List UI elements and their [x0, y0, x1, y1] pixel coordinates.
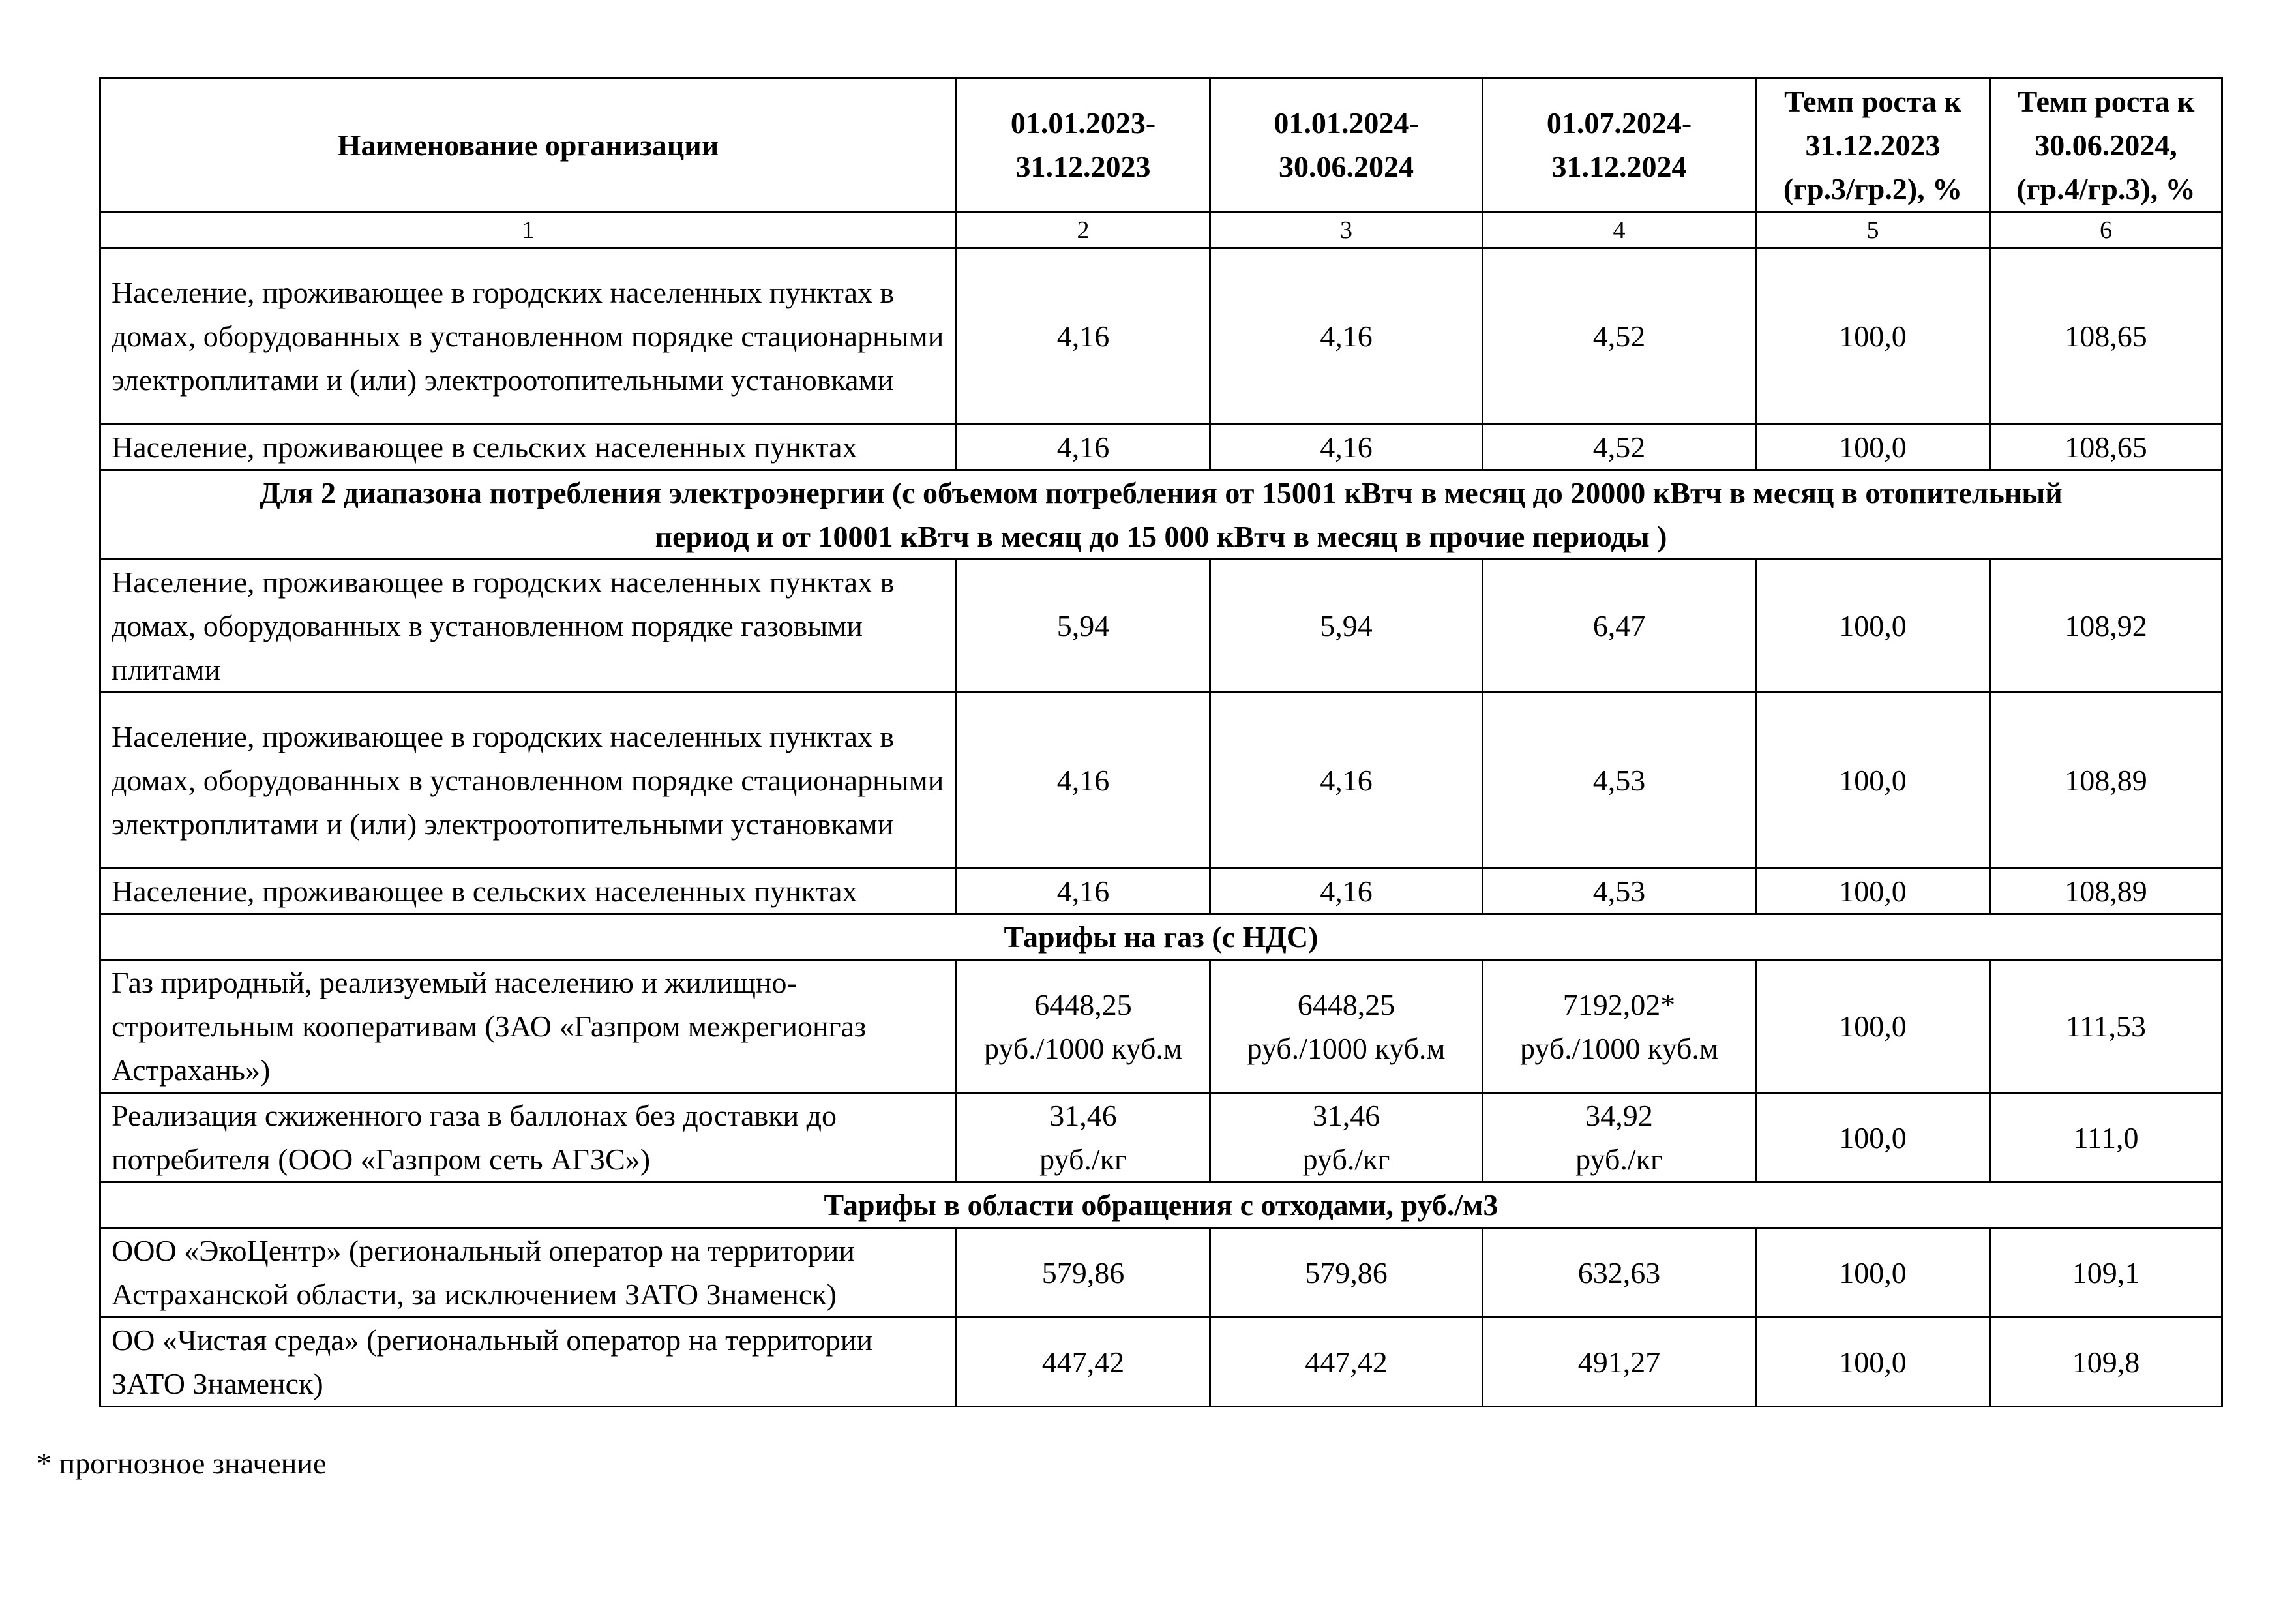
value-period-1: 579,86	[957, 1228, 1210, 1317]
value-growth-2: 108,89	[1990, 869, 2222, 914]
value-period-2: 579,86	[1210, 1228, 1483, 1317]
value-period-2: 447,42	[1210, 1317, 1483, 1407]
value-period-3: 491,27	[1483, 1317, 1756, 1407]
value-growth-2: 108,65	[1990, 425, 2222, 470]
section-title-waste: Тарифы в области обращения с отходами, руб./м3	[100, 1182, 2222, 1228]
column-number: 6	[1990, 212, 2222, 248]
value-period-2: 4,16	[1210, 869, 1483, 914]
header-growth-1: Темп роста к 31.12.2023 (гр.3/гр.2), %	[1756, 78, 1990, 212]
value-period-3: 34,92 руб./кг	[1483, 1093, 1756, 1182]
value-period-1: 447,42	[957, 1317, 1210, 1407]
header-period-3: 01.07.2024- 31.12.2024	[1483, 78, 1756, 212]
row-name: ООО «ЭкоЦентр» (региональный оператор на территории Астраханской области, за исключением ЗАТО Знаменск)	[100, 1228, 957, 1317]
value-growth-1: 100,0	[1756, 1228, 1990, 1317]
column-number: 3	[1210, 212, 1483, 248]
row-name: Население, проживающее в городских населенных пунктах в домах, оборудованных в установленном порядке стационарными электроплитами и (или) электроотопительными установками	[100, 693, 957, 869]
value-period-3: 4,52	[1483, 425, 1756, 470]
table-row	[100, 869, 2222, 914]
value-growth-1: 100,0	[1756, 1317, 1990, 1407]
row-name: ОО «Чистая среда» (региональный оператор на территории ЗАТО Знаменск)	[100, 1317, 957, 1407]
table-row	[100, 1228, 2222, 1317]
value-period-3: 632,63	[1483, 1228, 1756, 1317]
column-number: 2	[957, 212, 1210, 248]
footnote: * прогнозное значение	[37, 1447, 327, 1480]
tariffs-table	[99, 77, 2223, 1407]
value-growth-1: 100,0	[1756, 869, 1990, 914]
value-growth-1: 100,0	[1756, 248, 1990, 425]
value-period-2: 4,16	[1210, 693, 1483, 869]
value-growth-2: 109,1	[1990, 1228, 2222, 1317]
header-growth-2: Темп роста к 30.06.2024, (гр.4/гр.3), %	[1990, 78, 2222, 212]
section-row	[100, 470, 2222, 560]
value-growth-2: 111,53	[1990, 960, 2222, 1093]
value-growth-2: 108,89	[1990, 693, 2222, 869]
section-row	[100, 914, 2222, 960]
table-row	[100, 693, 2222, 869]
value-growth-2: 108,65	[1990, 248, 2222, 425]
row-name: Население, проживающее в сельских населенных пунктах	[100, 869, 957, 914]
value-period-2: 5,94	[1210, 560, 1483, 693]
table-row	[100, 425, 2222, 470]
table-row	[100, 1093, 2222, 1182]
header-period-1: 01.01.2023- 31.12.2023	[957, 78, 1210, 212]
row-name: Население, проживающее в городских населенных пунктах в домах, оборудованных в установленном порядке газовыми плитами	[100, 560, 957, 693]
column-number: 1	[100, 212, 957, 248]
value-period-1: 5,94	[957, 560, 1210, 693]
section-title-range-2: Для 2 диапазона потребления электроэнергии (с объемом потребления от 15001 кВтч в месяц до 20000 кВтч в месяц в отопительный период и от 10001 кВтч в месяц до 15 000 кВтч в месяц в прочие периоды )	[100, 470, 2222, 560]
value-period-1: 4,16	[957, 425, 1210, 470]
value-growth-2: 109,8	[1990, 1317, 2222, 1407]
column-number: 5	[1756, 212, 1990, 248]
value-period-3: 7192,02* руб./1000 куб.м	[1483, 960, 1756, 1093]
row-name: Население, проживающее в сельских населенных пунктах	[100, 425, 957, 470]
value-period-3: 4,53	[1483, 869, 1756, 914]
value-period-3: 6,47	[1483, 560, 1756, 693]
value-growth-1: 100,0	[1756, 960, 1990, 1093]
section-row	[100, 1182, 2222, 1228]
row-name: Реализация сжиженного газа в баллонах без доставки до потребителя (ООО «Газпром сеть АГЗС»)	[100, 1093, 957, 1182]
value-growth-1: 100,0	[1756, 693, 1990, 869]
table-row	[100, 1317, 2222, 1407]
table-row	[100, 560, 2222, 693]
table-row	[100, 960, 2222, 1093]
row-name: Газ природный, реализуемый населению и жилищно-строительным кооперативам (ЗАО «Газпром межрегионгаз Астрахань»)	[100, 960, 957, 1093]
value-period-2: 31,46 руб./кг	[1210, 1093, 1483, 1182]
value-period-2: 6448,25 руб./1000 куб.м	[1210, 960, 1483, 1093]
header-period-2: 01.01.2024- 30.06.2024	[1210, 78, 1483, 212]
value-period-1: 4,16	[957, 693, 1210, 869]
value-growth-1: 100,0	[1756, 560, 1990, 693]
header-name: Наименование организации	[100, 78, 957, 212]
section-title-gas: Тарифы на газ (с НДС)	[100, 914, 2222, 960]
value-period-1: 4,16	[957, 248, 1210, 425]
value-period-2: 4,16	[1210, 425, 1483, 470]
value-period-1: 31,46 руб./кг	[957, 1093, 1210, 1182]
value-growth-2: 111,0	[1990, 1093, 2222, 1182]
value-period-1: 6448,25 руб./1000 куб.м	[957, 960, 1210, 1093]
value-period-3: 4,52	[1483, 248, 1756, 425]
value-growth-2: 108,92	[1990, 560, 2222, 693]
table-row	[100, 248, 2222, 425]
column-number: 4	[1483, 212, 1756, 248]
value-growth-1: 100,0	[1756, 1093, 1990, 1182]
value-growth-1: 100,0	[1756, 425, 1990, 470]
value-period-2: 4,16	[1210, 248, 1483, 425]
column-number-row	[100, 212, 2222, 248]
value-period-1: 4,16	[957, 869, 1210, 914]
row-name: Население, проживающее в городских населенных пунктах в домах, оборудованных в установленном порядке стационарными электроплитами и (или) электроотопительными установками	[100, 248, 957, 425]
value-period-3: 4,53	[1483, 693, 1756, 869]
header-row	[100, 78, 2222, 212]
